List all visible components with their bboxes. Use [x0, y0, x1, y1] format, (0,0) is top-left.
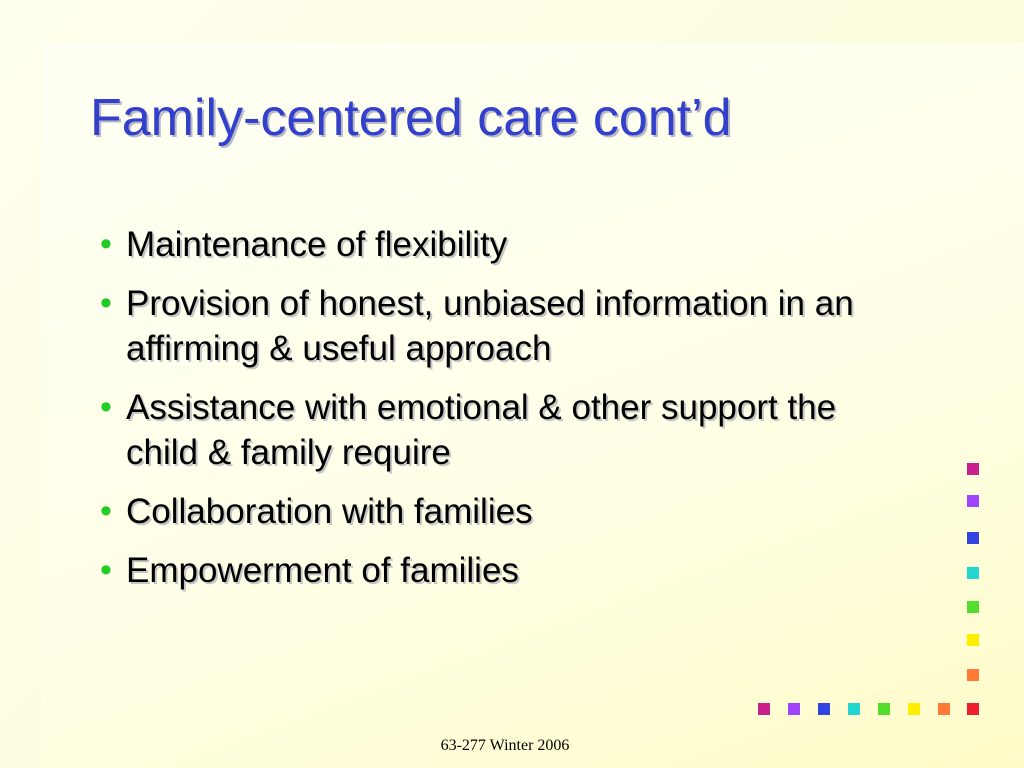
bullet-text: Maintenance of flexibility [126, 225, 508, 264]
bullet-icon: • [100, 492, 112, 530]
slide-title: Family-centered care cont’d [90, 89, 732, 147]
decor-square-icon [878, 703, 890, 715]
decor-square-icon [967, 669, 979, 681]
decor-square-icon [967, 463, 979, 475]
bullet-text: Provision of honest, unbiased information in an affirming & useful approach [126, 284, 854, 368]
decor-square-icon [848, 703, 860, 715]
decor-square-icon [967, 601, 979, 613]
decor-square-icon [967, 567, 979, 579]
decor-square-icon [818, 703, 830, 715]
bullet-text: Assistance with emotional & other support the child & family require [126, 388, 837, 472]
decor-square-icon [908, 703, 920, 715]
bullet-text: Empowerment of families [126, 551, 519, 590]
decor-square-icon [967, 634, 979, 646]
slide-footer: 63-277 Winter 2006 [440, 737, 570, 754]
decor-square-icon [967, 532, 979, 544]
decor-square-icon [938, 703, 950, 715]
list-item [86, 222, 866, 267]
decor-square-icon [758, 703, 770, 715]
list-item [86, 385, 866, 475]
bullet-icon: • [100, 388, 112, 426]
list-item [86, 548, 866, 593]
bullet-text: Collaboration with families [126, 492, 533, 531]
decor-square-icon [967, 495, 979, 507]
bullet-icon: • [100, 551, 112, 589]
bullet-icon: • [100, 225, 112, 263]
bullet-icon: • [100, 284, 112, 322]
list-item [86, 489, 866, 534]
list-item [86, 281, 866, 371]
decor-square-icon [788, 703, 800, 715]
decor-square-icon [967, 703, 979, 715]
bullet-list [86, 222, 866, 607]
